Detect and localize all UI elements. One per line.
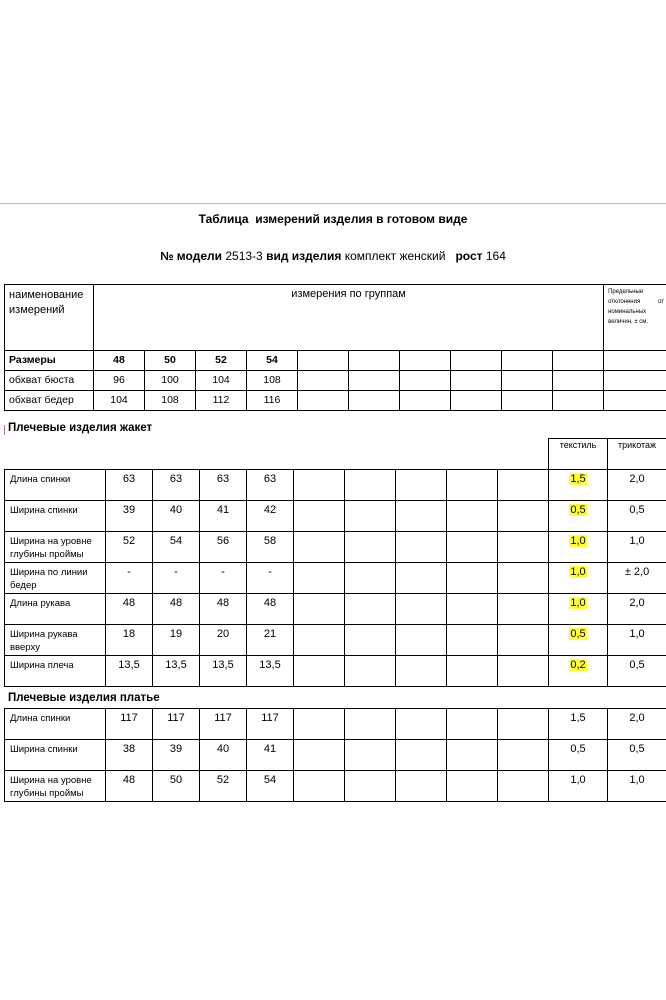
empty-cell xyxy=(553,371,604,391)
empty-cell xyxy=(447,740,498,771)
empty-cell xyxy=(294,563,345,594)
measure-name: обхват бедер xyxy=(5,391,94,411)
value-cell: - xyxy=(200,563,247,594)
empty-cell xyxy=(294,594,345,625)
empty-cell xyxy=(345,709,396,740)
textile-tolerance: 1,0 xyxy=(570,535,586,547)
table1-header-row xyxy=(5,285,666,351)
empty-cell xyxy=(396,594,447,625)
value-cell: 52 xyxy=(200,771,247,802)
model-label: № модели xyxy=(160,249,222,263)
empty-cell xyxy=(294,740,345,771)
value-cell: 56 xyxy=(200,532,247,563)
empty-cell xyxy=(400,391,451,411)
empty-cell xyxy=(345,656,396,687)
deviation-header: Предельные отклонения от номинальных величин, ± см. xyxy=(604,285,666,351)
empty-cell xyxy=(396,532,447,563)
measure-name: Ширина спинки xyxy=(5,501,106,532)
empty-cell xyxy=(604,351,666,371)
value-cell: 13,5 xyxy=(106,656,153,687)
value-cell: 41 xyxy=(200,501,247,532)
empty-cell xyxy=(447,656,498,687)
empty-cell xyxy=(396,625,447,656)
value-cell: 40 xyxy=(200,740,247,771)
empty-cell xyxy=(498,501,549,532)
size-label: Размеры xyxy=(5,351,94,371)
sizes-table xyxy=(4,284,666,411)
knit-tolerance: 0,5 xyxy=(608,656,666,687)
value-cell: 52 xyxy=(106,532,153,563)
empty-cell xyxy=(447,594,498,625)
measure-name: Ширина плеча xyxy=(5,656,106,687)
empty-cell xyxy=(498,532,549,563)
empty-cell xyxy=(498,470,549,501)
section-title-jacket: Плечевые изделия жакет xyxy=(8,422,153,434)
empty-cell xyxy=(345,625,396,656)
empty-cell xyxy=(349,371,400,391)
table-row xyxy=(5,501,666,532)
empty-cell xyxy=(294,771,345,802)
empty-cell xyxy=(396,709,447,740)
knit-header: трикотаж xyxy=(608,439,666,470)
height-value: 164 xyxy=(485,249,506,263)
empty-cell xyxy=(294,532,345,563)
empty-cell xyxy=(498,563,549,594)
dress-table xyxy=(4,708,666,802)
value-cell: 48 xyxy=(153,594,200,625)
empty-cell xyxy=(294,709,345,740)
textile-tolerance-cell xyxy=(549,709,608,740)
empty-cell xyxy=(604,371,666,391)
measure-name: Длина спинки xyxy=(5,709,106,740)
value-cell: 104 xyxy=(196,371,247,391)
empty-cell xyxy=(396,656,447,687)
value-cell: 116 xyxy=(247,391,298,411)
table-row xyxy=(5,532,666,563)
empty-cell xyxy=(498,656,549,687)
textile-tolerance: 1,5 xyxy=(570,712,586,724)
empty-cell xyxy=(349,391,400,411)
measure-name: Ширина спинки xyxy=(5,740,106,771)
section-title-dress: Плечевые изделия платье xyxy=(8,692,160,704)
knit-tolerance: 0,5 xyxy=(608,501,666,532)
value-cell: 13,5 xyxy=(153,656,200,687)
textile-tolerance: 1,0 xyxy=(570,774,586,786)
textile-tolerance-cell xyxy=(549,470,608,501)
value-cell: 104 xyxy=(94,391,145,411)
kind-label: вид изделия xyxy=(266,249,342,263)
textile-tolerance: 0,2 xyxy=(570,659,586,671)
value-cell: 48 xyxy=(247,594,294,625)
size-cell: 54 xyxy=(247,351,298,371)
empty-cell xyxy=(396,501,447,532)
value-cell: 112 xyxy=(196,391,247,411)
size-cell: 48 xyxy=(94,351,145,371)
value-cell: 117 xyxy=(106,709,153,740)
value-cell: 63 xyxy=(153,470,200,501)
table-row xyxy=(5,371,666,391)
table-row xyxy=(5,709,666,740)
empty-cell xyxy=(294,656,345,687)
empty-cell xyxy=(447,771,498,802)
value-cell: 48 xyxy=(106,594,153,625)
table-row xyxy=(5,656,666,687)
top-divider xyxy=(0,203,666,204)
value-cell: 117 xyxy=(153,709,200,740)
empty-cell xyxy=(451,351,502,371)
value-cell: 63 xyxy=(247,470,294,501)
size-cell: 52 xyxy=(196,351,247,371)
value-cell: 13,5 xyxy=(247,656,294,687)
measure-name: Ширина рукава вверху xyxy=(5,625,106,656)
textile-header: текстиль xyxy=(549,439,608,470)
measure-name: Длина спинки xyxy=(5,470,106,501)
value-cell: 108 xyxy=(247,371,298,391)
textile-tolerance: 1,0 xyxy=(570,566,586,578)
empty-cell xyxy=(498,740,549,771)
empty-cell xyxy=(294,470,345,501)
value-cell: 58 xyxy=(247,532,294,563)
measure-name: Ширина на уровне глубины проймы xyxy=(5,532,106,563)
measure-name: Ширина на уровне глубины проймы xyxy=(5,771,106,802)
value-cell: 48 xyxy=(200,594,247,625)
empty-cell xyxy=(447,501,498,532)
value-cell: 18 xyxy=(106,625,153,656)
knit-tolerance: 1,0 xyxy=(608,771,666,802)
jacket-table xyxy=(4,438,666,687)
value-cell: - xyxy=(153,563,200,594)
measure-name: Ширина по линии бедер xyxy=(5,563,106,594)
groups-header: измерения по группам xyxy=(94,285,604,351)
value-cell: 41 xyxy=(247,740,294,771)
empty-cell xyxy=(396,771,447,802)
name-header: наименование измерений xyxy=(5,285,94,351)
empty-cell xyxy=(447,470,498,501)
height-label: рост xyxy=(455,249,483,263)
empty-cell xyxy=(498,594,549,625)
empty-cell xyxy=(502,391,553,411)
knit-tolerance: 1,0 xyxy=(608,625,666,656)
empty-cell xyxy=(5,439,549,470)
textile-tolerance: 1,0 xyxy=(570,597,586,609)
value-cell: 21 xyxy=(247,625,294,656)
empty-cell xyxy=(553,351,604,371)
knit-tolerance: 2,0 xyxy=(608,594,666,625)
empty-cell xyxy=(498,709,549,740)
textile-tolerance-cell xyxy=(549,656,608,687)
knit-tolerance: ± 2,0 xyxy=(608,563,666,594)
empty-cell xyxy=(345,740,396,771)
value-cell: 63 xyxy=(106,470,153,501)
table-row xyxy=(5,771,666,802)
value-cell: 63 xyxy=(200,470,247,501)
empty-cell xyxy=(502,351,553,371)
empty-cell xyxy=(447,532,498,563)
textile-tolerance-cell xyxy=(549,532,608,563)
empty-cell xyxy=(345,594,396,625)
textile-tolerance-cell xyxy=(549,771,608,802)
table-row xyxy=(5,391,666,411)
value-cell: 54 xyxy=(153,532,200,563)
knit-tolerance: 0,5 xyxy=(608,740,666,771)
empty-cell xyxy=(298,391,349,411)
value-cell: 48 xyxy=(106,771,153,802)
value-cell: 50 xyxy=(153,771,200,802)
measure-name: обхват бюста xyxy=(5,371,94,391)
textile-tolerance: 0,5 xyxy=(570,743,586,755)
empty-cell xyxy=(396,470,447,501)
value-cell: 38 xyxy=(106,740,153,771)
textile-tolerance-cell xyxy=(549,563,608,594)
empty-cell xyxy=(451,391,502,411)
knit-tolerance: 2,0 xyxy=(608,470,666,501)
knit-tolerance: 1,0 xyxy=(608,532,666,563)
value-cell: 117 xyxy=(247,709,294,740)
empty-cell xyxy=(349,351,400,371)
value-cell: 19 xyxy=(153,625,200,656)
table-row xyxy=(5,740,666,771)
textile-tolerance: 0,5 xyxy=(570,628,586,640)
empty-cell xyxy=(345,532,396,563)
value-cell: - xyxy=(106,563,153,594)
value-cell: 40 xyxy=(153,501,200,532)
table-row xyxy=(5,470,666,501)
value-cell: 39 xyxy=(106,501,153,532)
table-row xyxy=(5,594,666,625)
empty-cell xyxy=(451,371,502,391)
model-value: 2513-3 xyxy=(225,249,263,263)
value-cell: 20 xyxy=(200,625,247,656)
empty-cell xyxy=(502,371,553,391)
value-cell: 39 xyxy=(153,740,200,771)
empty-cell xyxy=(498,625,549,656)
size-cell: 50 xyxy=(145,351,196,371)
empty-cell xyxy=(396,563,447,594)
value-cell: 100 xyxy=(145,371,196,391)
empty-cell xyxy=(400,371,451,391)
jacket-header-row xyxy=(5,439,666,470)
measure-name: Длина рукава xyxy=(5,594,106,625)
section-marker xyxy=(4,425,5,435)
kind-value: комплект женский xyxy=(344,249,446,263)
textile-tolerance-cell xyxy=(549,594,608,625)
empty-cell xyxy=(498,771,549,802)
document-title: Таблица измерений изделия в готовом виде xyxy=(198,212,468,226)
empty-cell xyxy=(345,501,396,532)
empty-cell xyxy=(298,351,349,371)
textile-tolerance: 1,5 xyxy=(570,473,586,485)
table-row xyxy=(5,625,666,656)
value-cell: 54 xyxy=(247,771,294,802)
knit-tolerance: 2,0 xyxy=(608,709,666,740)
empty-cell xyxy=(553,391,604,411)
value-cell: 13,5 xyxy=(200,656,247,687)
value-cell: 108 xyxy=(145,391,196,411)
value-cell: - xyxy=(247,563,294,594)
empty-cell xyxy=(298,371,349,391)
value-cell: 96 xyxy=(94,371,145,391)
model-info-line xyxy=(0,249,666,263)
empty-cell xyxy=(294,625,345,656)
textile-tolerance: 0,5 xyxy=(570,504,586,516)
value-cell: 42 xyxy=(247,501,294,532)
value-cell: 117 xyxy=(200,709,247,740)
empty-cell xyxy=(447,709,498,740)
empty-cell xyxy=(294,501,345,532)
empty-cell xyxy=(345,470,396,501)
sizes-row xyxy=(5,351,666,371)
empty-cell xyxy=(447,563,498,594)
empty-cell xyxy=(447,625,498,656)
empty-cell xyxy=(604,391,666,411)
empty-cell xyxy=(400,351,451,371)
empty-cell xyxy=(345,563,396,594)
table-row xyxy=(5,563,666,594)
textile-tolerance-cell xyxy=(549,625,608,656)
empty-cell xyxy=(396,740,447,771)
textile-tolerance-cell xyxy=(549,501,608,532)
textile-tolerance-cell xyxy=(549,740,608,771)
empty-cell xyxy=(345,771,396,802)
